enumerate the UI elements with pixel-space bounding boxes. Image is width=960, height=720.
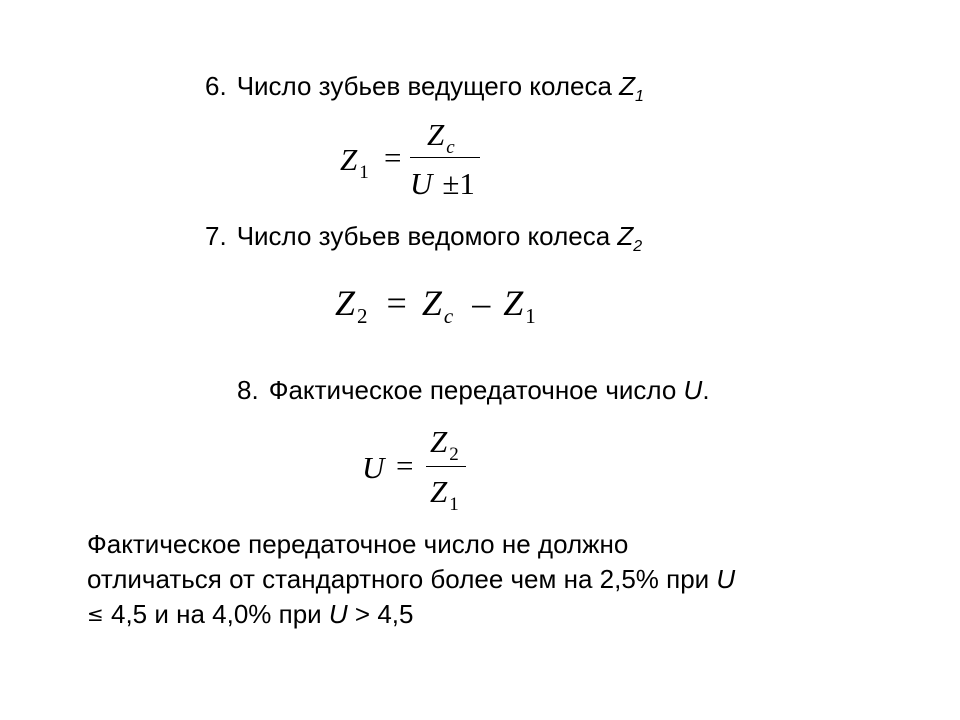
note-line-3-tail: > 4,5 bbox=[347, 599, 414, 629]
item-text: Фактическое передаточное число bbox=[268, 375, 684, 405]
formula-b-var: Z bbox=[421, 283, 442, 323]
item-var-sub: 1 bbox=[635, 88, 644, 105]
fraction-bar bbox=[410, 157, 480, 158]
formula-den-const: 1 bbox=[459, 166, 475, 201]
equals-sign: = bbox=[396, 448, 414, 483]
formula-den-var: U bbox=[410, 166, 433, 201]
formula-c-sub: 1 bbox=[525, 304, 536, 328]
formula-b-sub: c bbox=[443, 304, 454, 328]
formula-lhs-var: U bbox=[362, 450, 385, 485]
formula-a-sub: 2 bbox=[357, 304, 368, 328]
note-line-3-text: 4,5 и на 4,0% при bbox=[103, 599, 329, 629]
item-var: Z bbox=[617, 221, 634, 251]
formula-den-op: ± bbox=[442, 166, 460, 201]
item-number: 6. bbox=[205, 71, 227, 101]
item-number: 7. bbox=[205, 221, 227, 251]
formula-lhs-var: Z bbox=[340, 142, 358, 177]
note-var-u: U bbox=[328, 599, 348, 629]
item-tail: . bbox=[702, 375, 710, 405]
note-line-1: Фактическое передаточное число не должно bbox=[87, 529, 629, 559]
equals-sign: = bbox=[386, 283, 407, 323]
formula-num-sub: c bbox=[446, 137, 455, 158]
formula-lhs-sub: 1 bbox=[359, 162, 369, 183]
formula-c-var: Z bbox=[503, 283, 524, 323]
item-var-sub: 2 bbox=[633, 238, 643, 255]
less-or-equal-sign: ≤ bbox=[87, 602, 104, 626]
formula-den-sub: 1 bbox=[449, 494, 459, 515]
equals-sign: = bbox=[384, 140, 402, 175]
item-8-heading bbox=[237, 374, 710, 406]
formula-u bbox=[362, 422, 482, 517]
formula-num-var: Z bbox=[427, 117, 445, 152]
fraction-bar bbox=[426, 466, 466, 467]
formula-z2 bbox=[335, 282, 536, 329]
formula-num-var: Z bbox=[430, 424, 448, 459]
minus-sign: – bbox=[472, 283, 491, 323]
item-text: Число зубьев ведомого колеса bbox=[236, 221, 618, 251]
item-var: Z bbox=[619, 71, 636, 101]
formula-den-var: Z bbox=[430, 474, 448, 509]
formula-a-var: Z bbox=[335, 283, 356, 323]
item-text: Число зубьев ведущего колеса bbox=[236, 71, 620, 101]
note-line-3 bbox=[87, 597, 907, 632]
item-7-heading bbox=[205, 220, 642, 263]
note-var-u: U bbox=[716, 564, 736, 594]
item-6-heading bbox=[205, 70, 644, 113]
item-number: 8. bbox=[237, 375, 259, 405]
formula-z1 bbox=[340, 115, 500, 205]
item-var: U bbox=[683, 375, 703, 405]
note-line-2 bbox=[87, 562, 907, 597]
note-paragraph bbox=[87, 527, 907, 632]
note-line-2-text: отличаться от стандартного более чем на 2,5% при bbox=[87, 564, 717, 594]
formula-num-sub: 2 bbox=[449, 444, 459, 465]
